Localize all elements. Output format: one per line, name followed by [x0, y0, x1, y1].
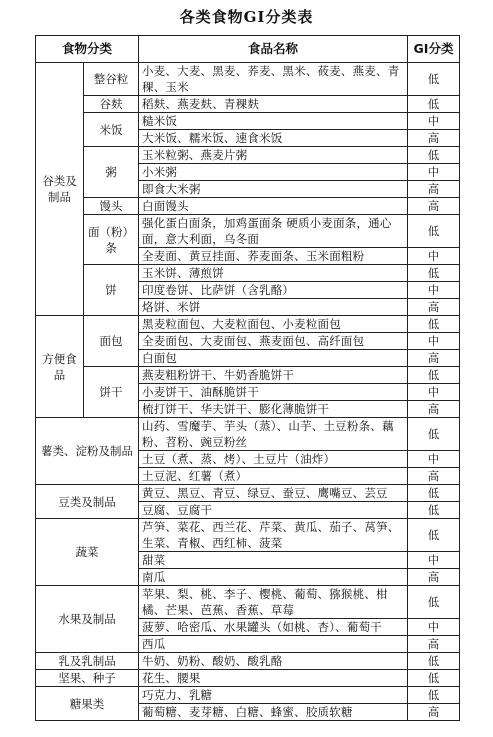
table-row	[36, 198, 460, 215]
gi-cell: 高	[408, 569, 460, 586]
category-cell: 乳及乳制品	[36, 653, 139, 670]
gi-cell: 低	[408, 485, 460, 502]
gi-cell: 低	[408, 418, 460, 451]
category-cell: 水果及制品	[36, 586, 139, 653]
gi-cell: 高	[408, 401, 460, 418]
header-name: 食品名称	[139, 36, 408, 63]
table-row	[36, 519, 460, 552]
gi-cell: 高	[408, 198, 460, 215]
food-cell: 巧克力、乳糖	[139, 687, 408, 704]
food-cell: 芦笋、菜花、西兰花、芹菜、黄瓜、茄子、莴笋、生菜、青椒、西红柿、菠菜	[139, 519, 408, 552]
subcategory-cell: 米饭	[84, 113, 139, 147]
category-cell: 薯类、淀粉及制品	[36, 418, 139, 485]
header-category: 食物分类	[36, 36, 139, 63]
gi-cell: 高	[408, 130, 460, 147]
gi-cell: 高	[408, 299, 460, 316]
food-cell: 豆腐、豆腐干	[139, 502, 408, 519]
gi-cell: 中	[408, 164, 460, 181]
food-cell: 菠萝、哈密瓜、水果罐头（如桃、杏）、葡萄干	[139, 619, 408, 636]
gi-cell: 高	[408, 704, 460, 721]
subcategory-cell: 饼干	[84, 367, 139, 418]
subcategory-cell: 粥	[84, 147, 139, 198]
gi-cell: 中	[408, 451, 460, 468]
food-cell: 白面包	[139, 350, 408, 367]
category-cell: 方便食品	[36, 316, 84, 418]
table-row	[36, 670, 460, 687]
food-cell: 糙米饭	[139, 113, 408, 130]
food-cell: 玉米粒粥、燕麦片粥	[139, 147, 408, 164]
gi-cell: 高	[408, 350, 460, 367]
table-title: 各类食物GI分类表	[179, 8, 314, 26]
food-cell: 南瓜	[139, 569, 408, 586]
gi-cell: 中	[408, 113, 460, 130]
gi-cell: 中	[408, 552, 460, 569]
gi-cell: 低	[408, 687, 460, 704]
gi-cell: 低	[408, 653, 460, 670]
table-row	[36, 147, 460, 164]
table-row	[36, 418, 460, 451]
food-cell: 苹果、梨、桃、李子、樱桃、葡萄、猕猴桃、柑橘、芒果、芭蕉、香蕉、草莓	[139, 586, 408, 619]
category-cell: 谷类及制品	[36, 63, 84, 316]
gi-cell: 中	[408, 619, 460, 636]
gi-cell: 低	[408, 367, 460, 384]
category-cell: 坚果、种子	[36, 670, 139, 687]
food-cell: 梳打饼干、华夫饼干、膨化薄脆饼干	[139, 401, 408, 418]
subcategory-cell: 馒头	[84, 198, 139, 215]
subcategory-cell: 谷麸	[84, 96, 139, 113]
subcategory-cell: 面（粉）条	[84, 215, 139, 265]
subcategory-cell: 饼	[84, 265, 139, 316]
table-row	[36, 586, 460, 619]
gi-cell: 低	[408, 316, 460, 333]
gi-cell: 低	[408, 265, 460, 282]
food-cell: 稻麸、燕麦麸、青稞麸	[139, 96, 408, 113]
table-row	[36, 113, 460, 130]
food-cell: 小麦饼干、油酥脆饼干	[139, 384, 408, 401]
gi-cell: 低	[408, 147, 460, 164]
table-row	[36, 215, 460, 248]
category-cell: 糖果类	[36, 687, 139, 721]
food-cell: 甜菜	[139, 552, 408, 569]
food-cell: 牛奶、奶粉、酸奶、酸乳酪	[139, 653, 408, 670]
table-row	[36, 485, 460, 502]
food-cell: 小米粥	[139, 164, 408, 181]
header-row	[36, 36, 460, 63]
gi-cell: 低	[408, 215, 460, 248]
food-cell: 土豆（煮、蒸、烤）、土豆片（油炸）	[139, 451, 408, 468]
subcategory-cell: 整谷粒	[84, 63, 139, 96]
food-cell: 大米饭、糯米饭、速食米饭	[139, 130, 408, 147]
table-row	[36, 687, 460, 704]
gi-cell: 高	[408, 468, 460, 485]
table-row	[36, 316, 460, 333]
table-row	[36, 265, 460, 282]
subcategory-cell: 面包	[84, 316, 139, 367]
food-cell: 黑麦粒面包、大麦粒面包、小麦粒面包	[139, 316, 408, 333]
food-cell: 印度卷饼、比萨饼（含乳酪）	[139, 282, 408, 299]
food-cell: 小麦、大麦、黑麦、荞麦、黑米、莜麦、燕麦、青稞、玉米	[139, 63, 408, 96]
table-row	[36, 367, 460, 384]
category-cell: 蔬菜	[36, 519, 139, 586]
food-cell: 白面馒头	[139, 198, 408, 215]
food-cell: 山药、雪魔芋、芋头（蒸）、山芋、土豆粉条、藕粉、苕粉、豌豆粉丝	[139, 418, 408, 451]
table-row	[36, 96, 460, 113]
food-cell: 全麦面、黄豆挂面、荞麦面条、玉米面粗粉	[139, 248, 408, 265]
gi-cell: 中	[408, 248, 460, 265]
food-cell: 强化蛋白面条，加鸡蛋面条 硬质小麦面条，通心面，意大利面，乌冬面	[139, 215, 408, 248]
food-cell: 即食大米粥	[139, 181, 408, 198]
gi-cell: 高	[408, 636, 460, 653]
food-cell: 土豆泥、红薯（煮）	[139, 468, 408, 485]
gi-cell: 中	[408, 333, 460, 350]
gi-cell: 低	[408, 670, 460, 687]
food-cell: 西瓜	[139, 636, 408, 653]
food-cell: 花生、腰果	[139, 670, 408, 687]
gi-cell: 中	[408, 282, 460, 299]
category-cell: 豆类及制品	[36, 485, 139, 519]
food-cell: 玉米饼、薄煎饼	[139, 265, 408, 282]
food-cell: 葡萄糖、麦芽糖、白糖、蜂蜜、胶质软糖	[139, 704, 408, 721]
table-row	[36, 63, 460, 96]
gi-cell: 低	[408, 96, 460, 113]
food-cell: 燕麦粗粉饼干、牛奶香脆饼干	[139, 367, 408, 384]
gi-table	[35, 35, 460, 721]
gi-cell: 中	[408, 384, 460, 401]
food-cell: 黄豆、黑豆、青豆、绿豆、蚕豆、鹰嘴豆、芸豆	[139, 485, 408, 502]
gi-cell: 低	[408, 502, 460, 519]
gi-cell: 低	[408, 519, 460, 552]
gi-cell: 低	[408, 63, 460, 96]
food-cell: 全麦面包、大麦面包、燕麦面包、高纤面包	[139, 333, 408, 350]
header-gi: GI分类	[408, 36, 460, 63]
food-cell: 烙饼、米饼	[139, 299, 408, 316]
gi-cell: 低	[408, 586, 460, 619]
table-row	[36, 653, 460, 670]
gi-cell: 高	[408, 181, 460, 198]
